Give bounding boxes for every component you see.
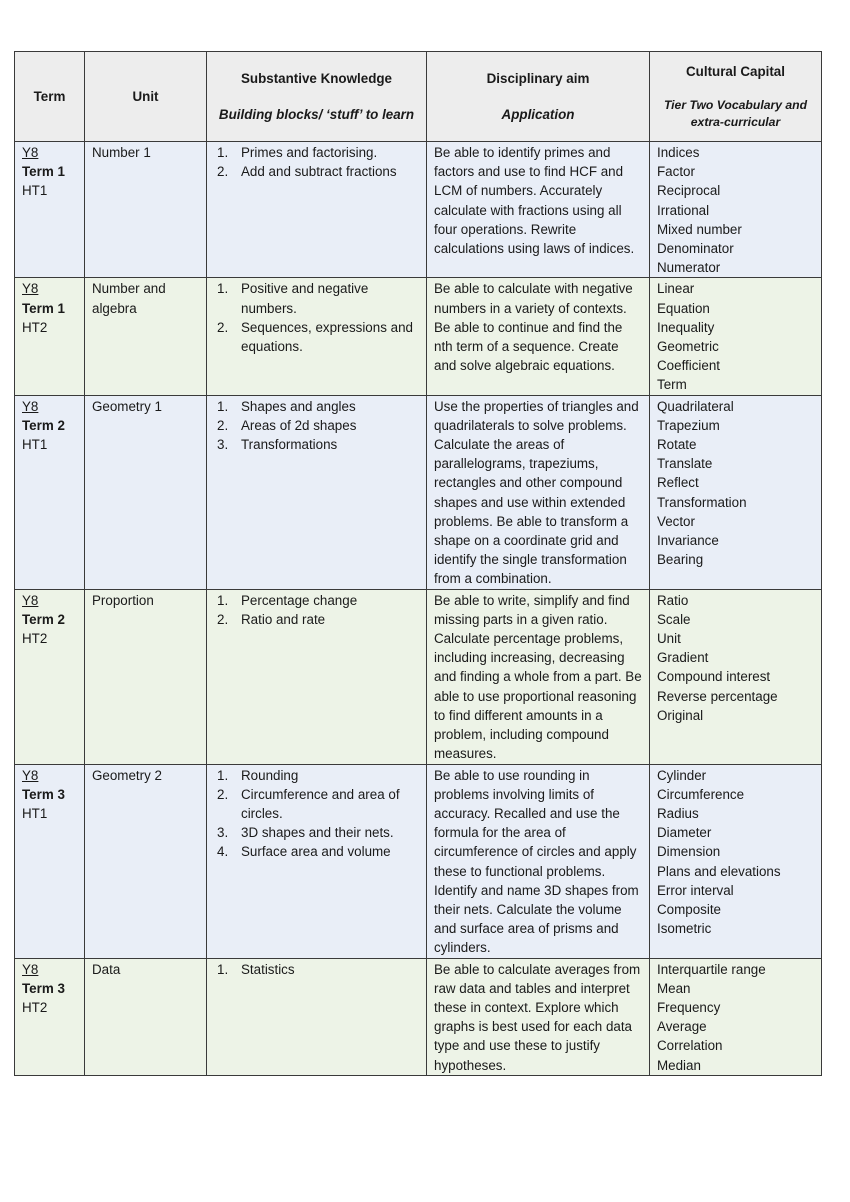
vocab-word: Linear (657, 281, 695, 297)
knowledge-item (215, 785, 420, 823)
knowledge-item (215, 279, 420, 317)
vocab-word: Composite (657, 901, 722, 917)
vocab-word: Inequality (657, 319, 715, 335)
vocab-word: Original (657, 707, 704, 723)
year-label: Y8 (22, 145, 39, 160)
item-number: 2. (217, 786, 229, 802)
header-cultural (650, 52, 822, 142)
table-row (15, 589, 822, 764)
header-substantive (207, 52, 427, 142)
aim-cell: Use the properties of triangles and quadrilaterals to solve problems. Calculate the areas of parallelograms, trapeziums, rectangles and other compound shapes and use within extended problems. Be able to transform a shape on a coordinate grid and identify the single transformation from a combination. (427, 395, 650, 589)
item-number: 4. (217, 844, 229, 860)
term-cell (15, 142, 85, 278)
vocab-word: Scale (657, 611, 691, 627)
item-number: 2. (217, 319, 229, 335)
vocab-word: Transformation (657, 494, 747, 510)
vocab-word: Ratio (657, 592, 689, 608)
term-label: Term 1 (22, 300, 65, 316)
vocab-word: Gradient (657, 650, 709, 666)
vocab-word: Irrational (657, 202, 710, 218)
knowledge-item (215, 162, 420, 181)
year-label: Y8 (22, 281, 39, 297)
header-substantive-title: Substantive Knowledge (240, 71, 393, 87)
header-unit: Unit (85, 52, 207, 142)
aim-cell: Be able to calculate averages from raw data and tables and interpret these in context. Explore which graphs is best used for each data type and use these to justify hypotheses. (427, 958, 650, 1075)
item-number: 2. (217, 417, 229, 433)
knowledge-item (215, 397, 420, 416)
year-label: Y8 (22, 961, 39, 977)
half-term-label: HT2 (22, 999, 48, 1015)
aim-cell: Be able to write, simplify and find missing parts in a given ratio. Calculate percentage problems, including increasing, decreasing and finding a whole from a part. Be able to use proportional reasoning to find different amounts in a problem, including compound measures. (427, 589, 650, 764)
vocab-cell (650, 589, 822, 764)
vocab-cell (650, 764, 822, 958)
vocab-word: Interquartile range (657, 961, 766, 977)
item-text: Sequences, expressions and equations. (241, 319, 413, 355)
vocab-word: Quadrilateral (657, 398, 734, 414)
item-number: 1. (217, 281, 229, 297)
item-text: Surface area and volume (241, 844, 391, 860)
term-label: Term 1 (22, 164, 65, 180)
vocab-word: Geometric (657, 339, 719, 355)
vocab-word: Frequency (657, 999, 721, 1015)
vocab-word: Vector (657, 513, 695, 529)
item-number: 1. (217, 592, 229, 608)
vocab-word: Invariance (657, 533, 719, 549)
item-number: 1. (217, 767, 229, 783)
half-term-label: HT1 (22, 805, 48, 821)
knowledge-item (215, 823, 420, 842)
vocab-cell (650, 142, 822, 278)
knowledge-item (215, 318, 420, 356)
knowledge-item (215, 766, 420, 785)
vocab-word: Dimension (657, 844, 721, 860)
vocab-word: Correlation (657, 1038, 723, 1054)
unit-cell: Proportion (85, 589, 207, 764)
knowledge-list (215, 279, 420, 356)
item-number: 3. (217, 825, 229, 841)
knowledge-list (215, 960, 420, 979)
knowledge-item (215, 435, 420, 454)
year-label: Y8 (22, 767, 39, 783)
vocab-word: Mixed number (657, 221, 742, 237)
item-number: 3. (217, 437, 229, 453)
vocab-word: Plans and elevations (657, 863, 781, 879)
vocab-word: Reflect (657, 475, 699, 491)
vocab-word: Coefficient (657, 358, 721, 374)
item-text: Shapes and angles (241, 398, 356, 414)
item-text: Transformations (241, 437, 338, 453)
item-text: Rounding (241, 767, 299, 783)
item-text: Areas of 2d shapes (241, 417, 357, 433)
vocab-word: Rotate (657, 437, 697, 453)
term-cell (15, 589, 85, 764)
term-cell (15, 764, 85, 958)
vocab-cell (650, 958, 822, 1075)
term-label: Term 3 (22, 786, 65, 802)
vocab-word: Cylinder (657, 767, 707, 783)
vocab-word: Equation (657, 300, 710, 316)
vocab-word: Error interval (657, 882, 734, 898)
header-term: Term (15, 52, 85, 142)
item-text: Primes and factorising. (241, 145, 378, 160)
knowledge-cell (207, 958, 427, 1075)
knowledge-item (215, 960, 420, 979)
vocab-cell (650, 395, 822, 589)
vocab-word: Mean (657, 980, 691, 996)
table-row (15, 958, 822, 1075)
aim-cell: Be able to identify primes and factors and use to find HCF and LCM of numbers. Accurately calculate with fractions using all four operations. Rewrite calculations using laws of indices. (427, 142, 650, 278)
knowledge-cell (207, 764, 427, 958)
table-row (15, 142, 822, 278)
vocab-word: Indices (657, 145, 700, 160)
item-text: 3D shapes and their nets. (241, 825, 394, 841)
item-text: Ratio and rate (241, 611, 326, 627)
table-row (15, 278, 822, 395)
vocab-word: Compound interest (657, 669, 771, 685)
knowledge-cell (207, 589, 427, 764)
knowledge-list (215, 397, 420, 455)
knowledge-item (215, 842, 420, 861)
header-row (15, 52, 822, 142)
item-text: Percentage change (241, 592, 358, 608)
term-cell (15, 278, 85, 395)
header-disciplinary-sub: Application (501, 106, 575, 122)
header-disciplinary (427, 52, 650, 142)
vocab-word: Isometric (657, 921, 712, 937)
vocab-word: Reciprocal (657, 183, 721, 199)
half-term-label: HT2 (22, 631, 48, 647)
half-term-label: HT2 (22, 319, 48, 335)
term-label: Term 2 (22, 417, 65, 433)
vocab-word: Circumference (657, 786, 745, 802)
unit-cell: Geometry 2 (85, 764, 207, 958)
table-row (15, 395, 822, 589)
term-label: Term 3 (22, 980, 65, 996)
vocab-word: Average (657, 1019, 707, 1035)
item-number: 1. (217, 961, 229, 977)
vocab-word: Term (657, 377, 687, 393)
knowledge-list (215, 766, 420, 862)
half-term-label: HT1 (22, 437, 48, 453)
knowledge-list (215, 143, 420, 181)
vocab-word: Median (657, 1057, 701, 1073)
header-substantive-sub: Building blocks/ ‘stuff’ to learn (218, 106, 415, 122)
unit-cell: Data (85, 958, 207, 1075)
vocab-word: Factor (657, 164, 695, 180)
item-number: 2. (217, 164, 229, 180)
vocab-word: Translate (657, 456, 713, 472)
item-text: Circumference and area of circles. (241, 786, 400, 821)
vocab-word: Bearing (657, 552, 704, 568)
knowledge-item (215, 610, 420, 629)
header-disciplinary-title: Disciplinary aim (486, 71, 590, 87)
table-row (15, 764, 822, 958)
header-cultural-title: Cultural Capital (686, 63, 785, 79)
header-cultural-sub: Tier Two Vocabulary and extra-curricular (663, 98, 808, 130)
year-label: Y8 (22, 398, 39, 414)
half-term-label: HT1 (22, 183, 48, 199)
knowledge-cell (207, 395, 427, 589)
knowledge-item (215, 416, 420, 435)
knowledge-item (215, 143, 420, 162)
unit-cell: Geometry 1 (85, 395, 207, 589)
term-cell (15, 395, 85, 589)
item-text: Add and subtract fractions (241, 164, 397, 180)
vocab-word: Trapezium (657, 417, 720, 433)
vocab-word: Denominator (657, 241, 734, 257)
aim-cell: Be able to use rounding in problems involving limits of accuracy. Recalled and use the formula for the area of circumference of circles and apply these to functional problems. Identify and name 3D shapes from their nets. Calculate the volume and surface area of prisms and cylinders. (427, 764, 650, 958)
knowledge-list (215, 591, 420, 629)
knowledge-cell (207, 278, 427, 395)
aim-cell: Be able to calculate with negative numbers in a variety of contexts. Be able to continue and find the nth term of a sequence. Create and solve algebraic equations. (427, 278, 650, 395)
vocab-word: Reverse percentage (657, 688, 778, 704)
vocab-cell (650, 278, 822, 395)
item-text: Positive and negative numbers. (241, 281, 369, 316)
item-text: Statistics (241, 961, 295, 977)
unit-cell: Number 1 (85, 142, 207, 278)
item-number: 1. (217, 145, 229, 160)
term-label: Term 2 (22, 611, 65, 627)
unit-cell: Number and algebra (85, 278, 207, 395)
item-number: 1. (217, 398, 229, 414)
vocab-word: Numerator (657, 260, 721, 276)
year-label: Y8 (22, 592, 39, 608)
knowledge-cell (207, 142, 427, 278)
term-cell (15, 958, 85, 1075)
item-number: 2. (217, 611, 229, 627)
vocab-word: Diameter (657, 825, 712, 841)
vocab-word: Radius (657, 805, 699, 821)
knowledge-item (215, 591, 420, 610)
curriculum-table (14, 51, 822, 1076)
vocab-word: Unit (657, 631, 681, 647)
